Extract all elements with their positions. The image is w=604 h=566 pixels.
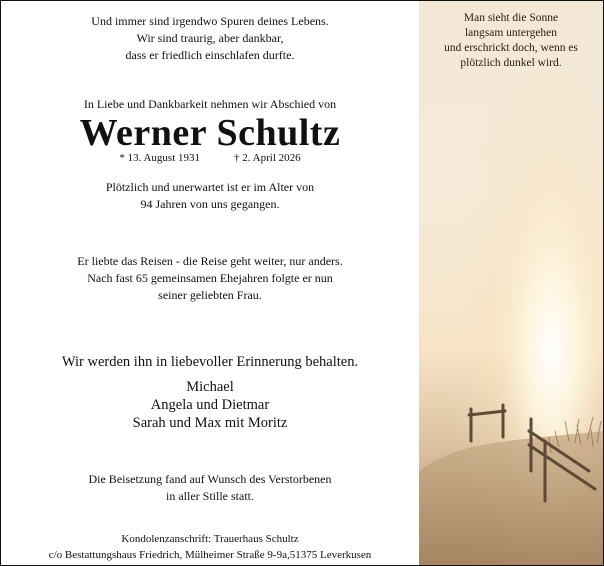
poem-line: plötzlich dunkel wird.: [460, 57, 562, 69]
poem-line: Man sieht die Sonne: [463, 12, 559, 24]
condolence-address: [1, 531, 419, 563]
condolence-address-line: c/o Bestattungshaus Friedrich, Mülheimer Straße 9-9a,51375 Leverkusen: [48, 549, 372, 561]
sunset-beach-image: [419, 1, 603, 565]
passing-statement: [1, 179, 419, 213]
opening-verse: [1, 13, 419, 64]
funeral-note-line: in aller Stille statt.: [166, 489, 254, 503]
family-name: Sarah und Max mit Moritz: [132, 415, 288, 431]
deceased-name: Werner Schultz: [79, 112, 341, 154]
farewell-line: In Liebe und Dankbarkeit nehmen wir Abschied von: [83, 97, 337, 111]
life-dates: [1, 152, 419, 164]
poem-line: langsam untergehen: [464, 27, 558, 39]
notice-text-column: [1, 1, 419, 565]
passing-statement-line: 94 Jahren von uns gegangen.: [140, 197, 280, 211]
opening-verse-line: dass er friedlich einschlafen durfte.: [125, 48, 295, 62]
passing-statement-line: Plötzlich und unerwartet ist er im Alter von: [105, 180, 315, 194]
poem-verse: [419, 11, 603, 71]
condolence-address-line: Kondolenzanschrift: Trauerhaus Schultz: [121, 533, 299, 545]
birth-date: * 13. August 1931: [119, 152, 201, 164]
travel-statement: [1, 253, 419, 304]
sunset-beach-illustration: [419, 1, 603, 565]
funeral-note-line: Die Beisetzung fand auf Wunsch des Verstorbenen: [88, 472, 332, 486]
travel-statement-line: Er liebte das Reisen - die Reise geht weiter, nur anders.: [77, 254, 343, 268]
death-date: † 2. April 2026: [234, 152, 301, 164]
family-name: Angela und Dietmar: [150, 397, 270, 413]
poem-line: und erschrickt doch, wenn es: [444, 42, 578, 54]
travel-statement-line: Nach fast 65 gemeinsamen Ehejahren folgte er nun: [87, 271, 333, 285]
family-names: [1, 378, 419, 432]
family-name: Michael: [186, 379, 234, 395]
travel-statement-line: seiner geliebten Frau.: [158, 288, 262, 302]
opening-verse-line: Wir sind traurig, aber dankbar,: [136, 31, 284, 45]
opening-verse-line: Und immer sind irgendwo Spuren deines Lebens.: [91, 14, 329, 28]
funeral-note: [1, 471, 419, 505]
memory-line: Wir werden ihn in liebevoller Erinnerung behalten.: [61, 354, 359, 370]
